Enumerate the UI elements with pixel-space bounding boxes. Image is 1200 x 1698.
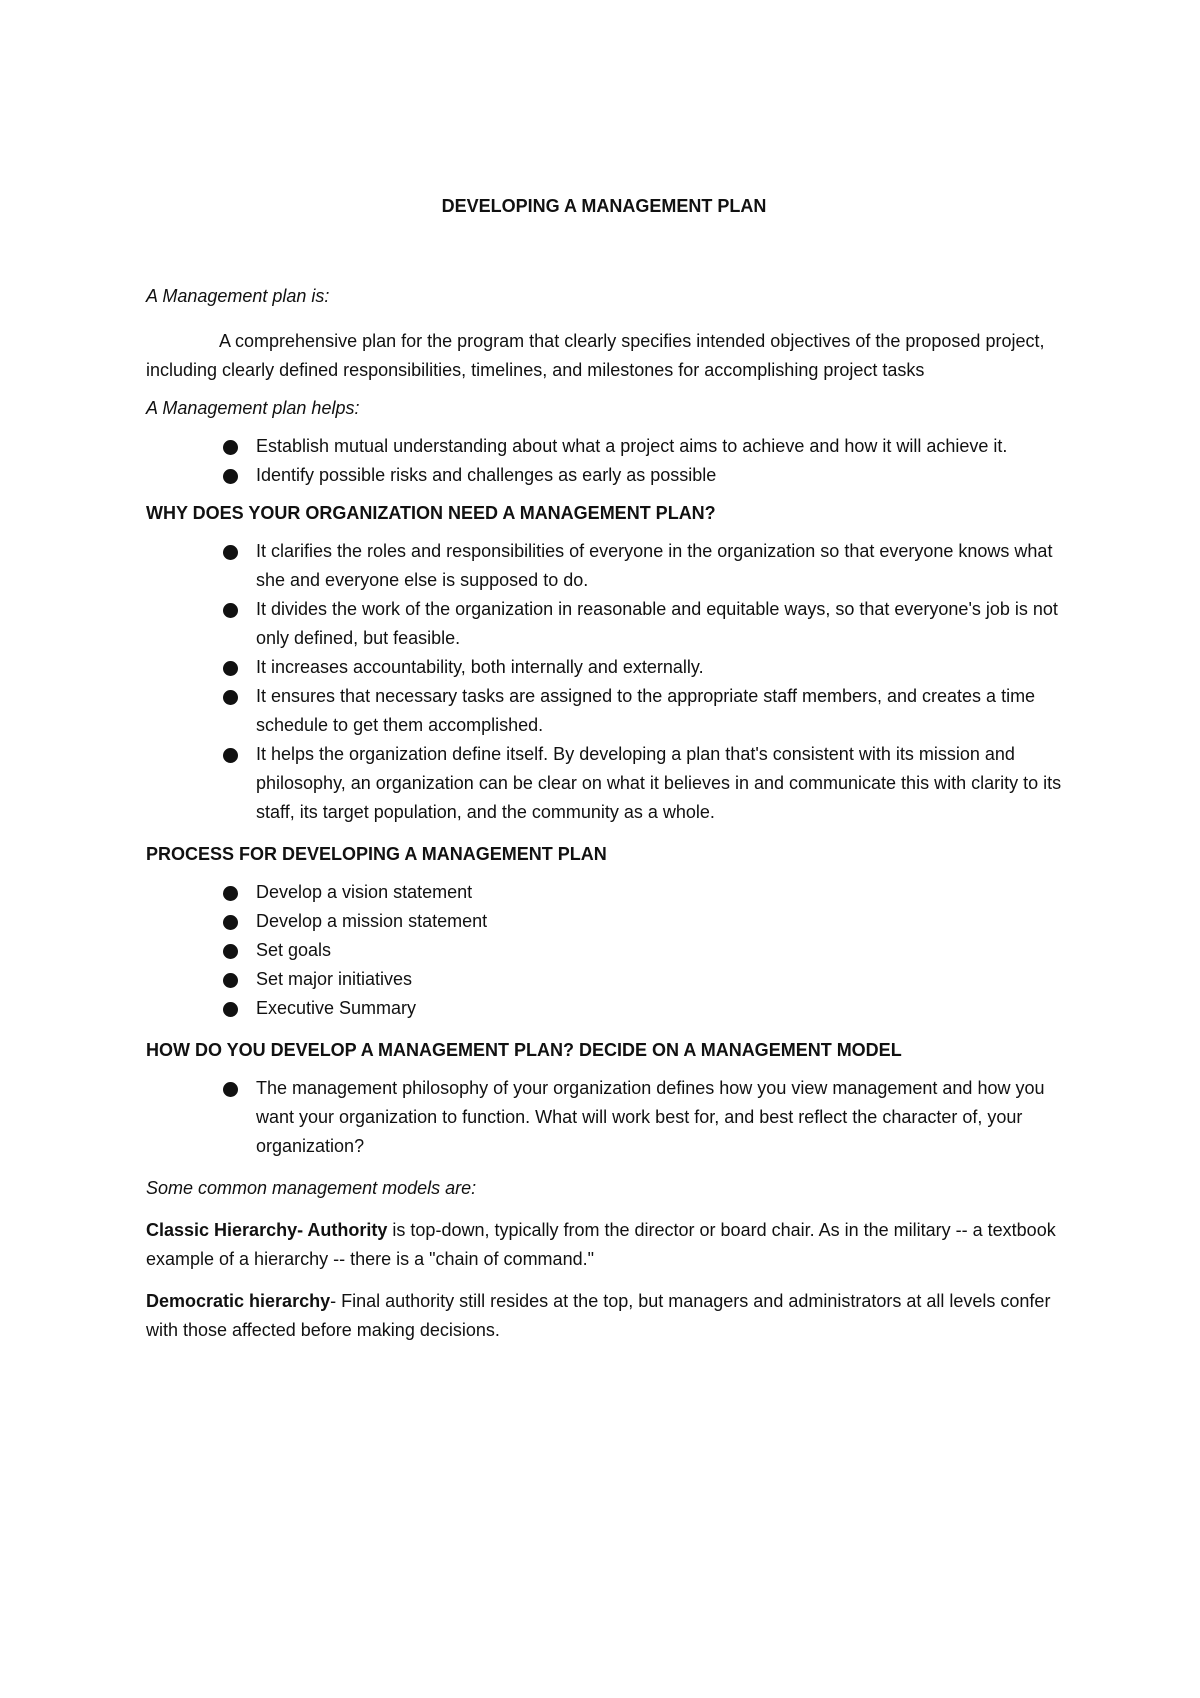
list-item <box>256 461 1066 490</box>
bullet-icon <box>223 973 238 988</box>
models-label: Some common management models are: <box>146 1178 477 1198</box>
classic-hierarchy-dash: - <box>297 1220 308 1240</box>
list-item-text: It ensures that necessary tasks are assigned to the appropriate staff members, and creates a time schedule to get them accomplished. <box>256 686 1036 735</box>
list-item <box>256 653 1066 682</box>
list-item-text: Executive Summary <box>256 998 417 1018</box>
list-item <box>256 595 1066 653</box>
bullet-icon <box>223 603 238 618</box>
list-item-text: It increases accountability, both internally and externally. <box>256 657 704 677</box>
bullet-icon <box>223 545 238 560</box>
list-item-text: Develop a vision statement <box>256 882 473 902</box>
list-item <box>256 936 1066 965</box>
list-item <box>256 965 1066 994</box>
classic-hierarchy-term: Classic Hierarchy <box>146 1220 298 1240</box>
bullet-icon <box>223 469 238 484</box>
democratic-hierarchy-text: - Final authority still resides at the top, but managers and administrators at all levels confer with those affected before making decisions. <box>146 1291 1051 1340</box>
list-item <box>256 907 1066 936</box>
process-list <box>146 878 1066 1023</box>
democratic-hierarchy-paragraph <box>146 1287 1066 1345</box>
how-list <box>146 1074 1066 1161</box>
list-item-text: The management philosophy of your organization defines how you view management and how you want your organization to function. What will work best for, and best reflect the character of, your organization? <box>256 1078 1045 1156</box>
list-item <box>256 432 1066 461</box>
why-heading: WHY DOES YOUR ORGANIZATION NEED A MANAGEMENT PLAN? <box>146 503 716 523</box>
document-body <box>146 192 1066 1345</box>
list-item-text: It clarifies the roles and responsibilities of everyone in the organization so that everyone knows what she and everyone else is supposed to do. <box>256 541 1053 590</box>
list-item <box>256 878 1066 907</box>
bullet-icon <box>223 690 238 705</box>
list-item-text: Develop a mission statement <box>256 911 488 931</box>
classic-hierarchy-paragraph <box>146 1216 1066 1274</box>
list-item-text: It helps the organization define itself. By developing a plan that's consistent with its mission and philosophy, an organization can be clear on what it believes in and communicate this with clarity to its staff, its target population, and the community as a whole. <box>256 744 1062 822</box>
list-item <box>256 682 1066 740</box>
bullet-icon <box>223 886 238 901</box>
bullet-icon <box>223 661 238 676</box>
bullet-icon <box>223 748 238 763</box>
list-item <box>256 994 1066 1023</box>
democratic-hierarchy-term: Democratic hierarchy <box>146 1291 331 1311</box>
list-item <box>256 1074 1066 1161</box>
document-title: DEVELOPING A MANAGEMENT PLAN <box>441 196 767 216</box>
bullet-icon <box>223 1002 238 1017</box>
how-heading: HOW DO YOU DEVELOP A MANAGEMENT PLAN? DECIDE ON A MANAGEMENT MODEL <box>146 1040 902 1060</box>
list-item-text: It divides the work of the organization in reasonable and equitable ways, so that everyone's job is not only defined, but feasible. <box>256 599 1058 648</box>
bullet-icon <box>223 915 238 930</box>
bullet-icon <box>223 1082 238 1097</box>
list-item-text: Establish mutual understanding about what a project aims to achieve and how it will achieve it. <box>256 436 1008 456</box>
bullet-icon <box>223 944 238 959</box>
helps-label: A Management plan helps: <box>146 398 360 418</box>
list-item-text: Set goals <box>256 940 332 960</box>
bullet-icon <box>223 440 238 455</box>
list-item <box>256 740 1066 827</box>
why-list <box>146 537 1066 827</box>
classic-hierarchy-text: is top-down, typically from the director or board chair. As in the military -- a textbook example of a hierarchy -- there is a "chain of command." <box>146 1220 1056 1269</box>
definition-label: A Management plan is: <box>146 286 330 306</box>
process-heading: PROCESS FOR DEVELOPING A MANAGEMENT PLAN <box>146 844 607 864</box>
list-item-text: Identify possible risks and challenges as early as possible <box>256 465 717 485</box>
definition-text: A comprehensive plan for the program that clearly specifies intended objectives of the proposed project, including clearly defined responsibilities, timelines, and milestones for accomplishing project tasks <box>146 331 1045 380</box>
classic-hierarchy-bold-word: Authority <box>307 1220 388 1240</box>
list-item-text: Set major initiatives <box>256 969 413 989</box>
helps-list <box>146 432 1066 490</box>
list-item <box>256 537 1066 595</box>
